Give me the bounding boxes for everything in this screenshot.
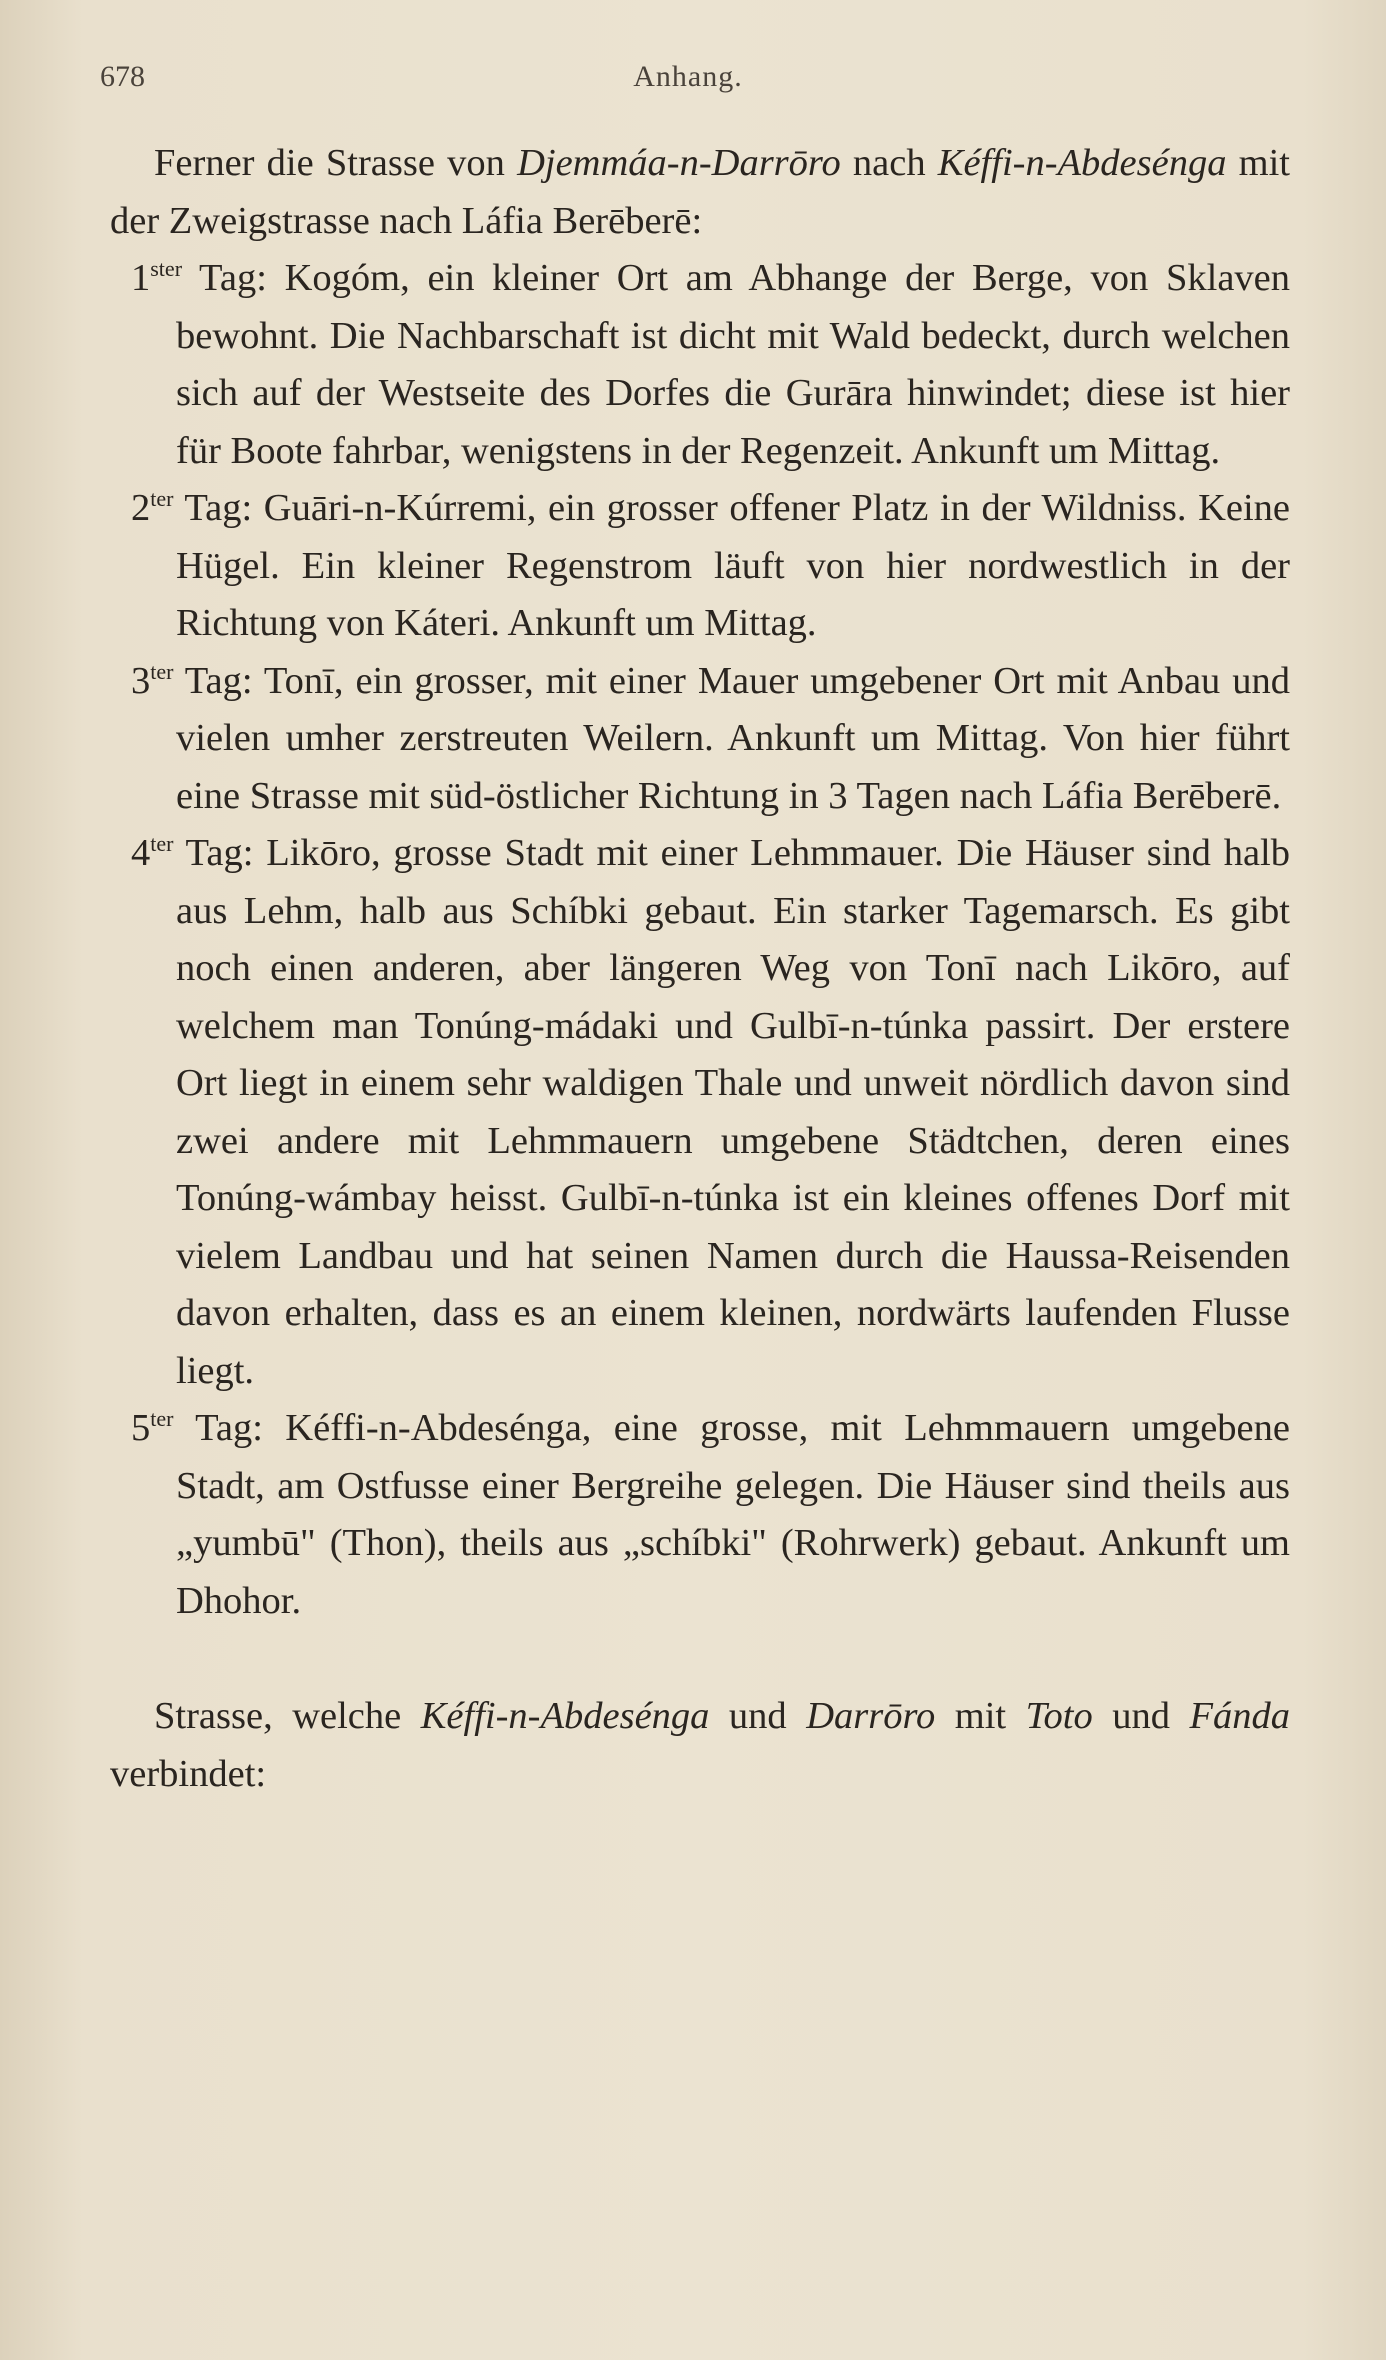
day-text: Kogóm, ein kleiner Ort am Abhange der Berge, von Sklaven bewohnt. Die Nachbarschaft ist dicht mit Wald bedeckt, durch welchen sich auf der Westseite des Dorfes die Gurāra hinwindet; diese ist hier für Boote fahrbar, wenigstens in der Regenzeit. Ankunft um Mittag. <box>176 257 1290 472</box>
day-text: Likōro, grosse Stadt mit einer Lehmmauer. Die Häuser sind halb aus Lehm, halb aus Schíbki gebaut. Ein starker Tagemarsch. Es gibt noch einen anderen, aber längeren Weg von Tonī nach Likōro, auf welchem man Tonúng-mádaki und Gulbī-n-túnka passirt. Der erstere Ort liegt in einem sehr waldigen Thale und unweit nördlich davon sind zwei andere mit Lehmmauern umgebene Städtchen, deren eines Tonúng-wámbay heisst. Gulbī-n-túnka ist ein kleines offenes Dorf mit vielem Landbau und hat seinen Namen durch die Haussa-Reisenden davon erhalten, dass es an einem kleinen, nordwärts laufenden Flusse liegt. <box>176 832 1290 1392</box>
closing-text-4: und <box>1092 1695 1190 1737</box>
place-keffi: Kéffi-n-Abdesénga <box>420 1695 710 1737</box>
page-number: 678 <box>100 60 145 93</box>
day-number: 5 <box>131 1407 151 1449</box>
closing-text-1: Strasse, welche <box>154 1695 421 1737</box>
place-fanda: Fánda <box>1189 1695 1290 1737</box>
day-label <box>131 660 253 702</box>
day-label <box>131 487 252 529</box>
day-word: Tag: <box>199 257 267 299</box>
day-number: 4 <box>131 832 151 874</box>
day-word: Tag: <box>184 659 253 702</box>
closing-text-2: und <box>709 1695 807 1737</box>
day-label <box>131 1407 263 1449</box>
day-entry-2 <box>110 480 1290 653</box>
day-number: 3 <box>131 659 151 702</box>
day-entry-1 <box>110 250 1290 480</box>
place-darroro: Darrōro <box>806 1695 936 1737</box>
intro-text-2: nach <box>840 142 938 184</box>
day-entry-3 <box>110 653 1290 826</box>
closing-text-3: mit <box>935 1695 1026 1737</box>
day-suffix: ter <box>150 1406 174 1431</box>
day-suffix: ter <box>150 831 174 856</box>
day-label <box>131 257 267 299</box>
day-word: Tag: <box>185 832 254 874</box>
day-entry-4 <box>110 825 1290 1400</box>
intro-text-3: mit der Zweigstrasse nach Láfia Berēberē: <box>110 142 1290 242</box>
day-suffix: ster <box>150 256 183 281</box>
day-entry-5 <box>110 1400 1290 1630</box>
day-suffix: ter <box>150 658 174 684</box>
section-gap <box>110 1630 1290 1688</box>
intro-text-1: Ferner die Strasse von <box>154 142 518 184</box>
day-word: Tag: <box>184 487 253 529</box>
place-djemmaa: Djemmáa-n-Darrōro <box>517 142 841 184</box>
closing-paragraph <box>110 1688 1290 1803</box>
day-word: Tag: <box>195 1407 263 1449</box>
closing-text-5: verbindet: <box>110 1752 267 1795</box>
day-number: 1 <box>131 257 151 299</box>
running-head: Anhang. <box>633 60 743 93</box>
day-suffix: ter <box>150 486 174 511</box>
place-keffi: Kéffi-n-Abdesénga <box>937 142 1227 184</box>
day-text: Kéffi-n-Abdesénga, eine grosse, mit Lehmmauern umgebene Stadt, am Ostfusse einer Bergreihe gelegen. Die Häuser sind theils aus „yumbū" (Thon), theils aus „schíbki" (Rohrwerk) gebaut. Ankunft um Dhohor. <box>176 1407 1290 1622</box>
day-text: Guāri-n-Kúrremi, ein grosser offener Platz in der Wildniss. Keine Hügel. Ein kleiner Regenstrom läuft von hier nordwestlich in der Richtung von Káteri. Ankunft um Mittag. <box>176 487 1290 644</box>
place-toto: Toto <box>1025 1695 1093 1737</box>
page-header <box>100 60 1276 100</box>
day-label <box>131 832 253 874</box>
intro-paragraph <box>110 135 1290 250</box>
day-text: Tonī, ein grosser, mit einer Mauer umgebener Ort mit Anbau und vielen umher zerstreuten Weilern. Ankunft um Mittag. Von hier führt eine Strasse mit süd-östlicher Richtung in 3 Tagen nach Láfia Berēberē. <box>176 659 1290 817</box>
day-number: 2 <box>131 487 151 529</box>
main-text <box>110 135 1290 1803</box>
